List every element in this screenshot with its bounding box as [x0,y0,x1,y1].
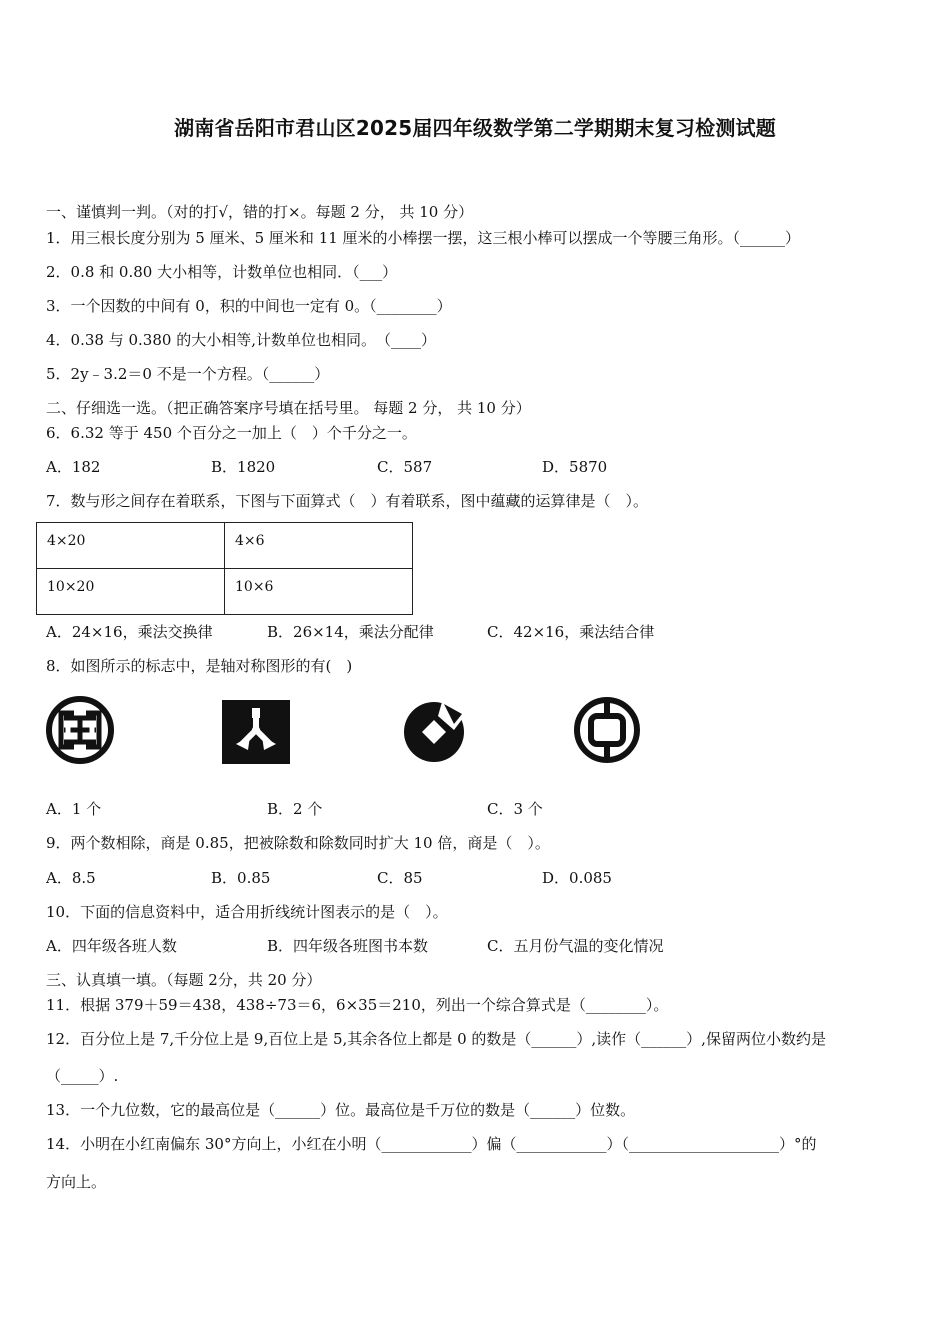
question-7: 7．数与形之间存在着联系，下图与下面算式（ ）有着联系，图中蕴藏的运算律是（ ）。 [46,492,649,510]
table-cell: 4×6 [225,523,413,569]
question-1: 1．用三根长度分别为 5 厘米、5 厘米和 11 厘米的小棒摆一摆，这三根小棒可以摆成一个等腰三角形。（______） [46,229,801,247]
q9-option-b: B．0.85 [211,869,271,887]
question-10: 10．下面的信息资料中，适合用折线统计图表示的是（ ）。 [46,903,448,921]
question-3: 3．一个因数的中间有 0，积的中间也一定有 0。（________） [46,297,452,315]
q7-option-c: C．42×16，乘法结合律 [487,623,655,641]
page-title: 湖南省岳阳市君山区2025届四年级数学第二学期期末复习检测试题 [174,116,776,140]
question-14-cont: 方向上。 [46,1173,107,1191]
q9-option-d: D．0.085 [542,869,612,887]
question-2: 2．0.8 和 0.80 大小相等，计数单位也相同．（___） [46,263,398,281]
question-12: 12．百分位上是 7,千分位上是 9,百位上是 5,其余各位上都是 0 的数是（______）,读作（______）,保留两位小数约是 [46,1030,826,1048]
q6-option-c: C．587 [377,458,433,476]
question-6: 6．6.32 等于 450 个百分之一加上（ ）个千分之一。 [46,424,417,442]
q8-option-c: C．3 个 [487,800,543,818]
boc-logo-icon [571,694,643,766]
q7-multiplication-table [36,522,413,615]
table-cell: 10×20 [37,569,225,615]
section-1-heading: 一、谨慎判一判。（对的打√，错的打×。每题 2 分， 共 10 分） [46,203,474,221]
section-2-heading: 二、仔细选一选。（把正确答案序号填在括号里。 每题 2 分， 共 10 分） [46,399,531,417]
q6-option-d: D．5870 [542,458,608,476]
question-4: 4．0.38 与 0.380 的大小相等,计数单位也相同。 （____） [46,331,436,349]
q10-option-a: A．四年级各班人数 [46,937,177,955]
question-13: 13．一个九位数，它的最高位是（______）位。最高位是千万位的数是（______）位数。 [46,1101,636,1119]
q10-option-b: B．四年级各班图书本数 [267,937,429,955]
question-9: 9．两个数相除，商是 0.85，把被除数和除数同时扩大 10 倍，商是（ ）。 [46,834,550,852]
question-11: 11．根据 379＋59＝438，438÷73＝6，6×35＝210，列出一个综合算式是（________）。 [46,996,669,1014]
question-5: 5．2y﹣3.2＝0 不是一个方程。（______） [46,365,330,383]
q9-option-c: C．85 [377,869,423,887]
question-12-cont: （_____）. [46,1067,119,1085]
diamond-circle-logo-icon [400,694,472,766]
q9-option-a: A．8.5 [46,869,96,887]
table-cell: 4×20 [37,523,225,569]
q6-option-a: A．182 [46,458,101,476]
q10-option-c: C．五月份气温的变化情况 [487,937,664,955]
section-3-heading: 三、认真填一填。（每题 2分，共 20 分） [46,971,322,989]
icbc-logo-icon [44,694,116,766]
table-cell: 10×6 [225,569,413,615]
q8-option-a: A．1 个 [46,800,102,818]
q8-option-b: B．2 个 [267,800,323,818]
q7-option-b: B．26×14，乘法分配律 [267,623,434,641]
square-emblem-icon [222,700,290,764]
question-14: 14．小明在小红南偏东 30°方向上，小红在小明（____________）偏（____________）（____________________）°的 [46,1135,817,1153]
q7-option-a: A．24×16，乘法交换律 [46,623,213,641]
question-8: 8．如图所示的标志中，是轴对称图形的有( ) [46,657,353,675]
q6-option-b: B．1820 [211,458,276,476]
